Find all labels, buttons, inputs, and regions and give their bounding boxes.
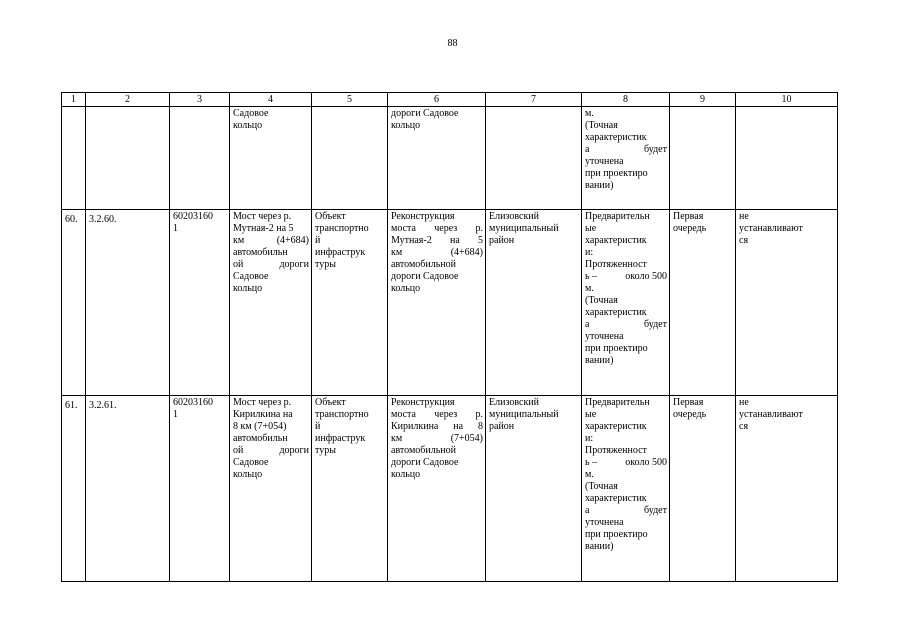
cell-number: 60. bbox=[62, 210, 86, 396]
cell-line: туры bbox=[315, 259, 336, 270]
cell-line: дороги Садовое bbox=[391, 108, 459, 119]
cell-line: а будет bbox=[585, 505, 667, 516]
cell-line: ые bbox=[585, 223, 597, 234]
cell-line: Реконструкция bbox=[391, 211, 455, 222]
planning-table bbox=[61, 92, 838, 582]
cell-name bbox=[230, 210, 312, 396]
header-row bbox=[62, 93, 838, 107]
cell-number bbox=[62, 107, 86, 210]
cell-line: автомобильной bbox=[391, 445, 456, 456]
cell-line: ь – около 500 bbox=[585, 457, 667, 468]
cell-line: кольцо bbox=[391, 283, 421, 294]
column-header: 10 bbox=[736, 93, 838, 107]
cell-line: ые bbox=[585, 409, 597, 420]
cell-line: 60203160 bbox=[173, 397, 213, 408]
cell-line: кольцо bbox=[233, 120, 263, 131]
cell-line: Садовое bbox=[233, 271, 269, 282]
cell-line: Кирилкина на 8 bbox=[391, 421, 483, 432]
cell-characteristics bbox=[582, 396, 670, 582]
cell-line: вании) bbox=[585, 541, 614, 552]
column-header: 8 bbox=[582, 93, 670, 107]
page-number: 88 bbox=[447, 38, 458, 49]
cell-purpose bbox=[388, 107, 486, 210]
cell-line: 1 bbox=[173, 409, 178, 420]
cell-line: кольцо bbox=[233, 283, 263, 294]
column-header: 4 bbox=[230, 93, 312, 107]
cell-line: при проектиро bbox=[585, 529, 648, 540]
cell-line: очередь bbox=[673, 409, 707, 420]
cell-line: характеристик bbox=[585, 493, 647, 504]
cell-line: вании) bbox=[585, 180, 614, 191]
cell-line: м. bbox=[585, 469, 594, 480]
cell-line: транспортно bbox=[315, 409, 369, 420]
cell-code: 3.2.60. bbox=[86, 210, 170, 396]
cell-line: дороги Садовое bbox=[391, 457, 459, 468]
cell-line: вании) bbox=[585, 355, 614, 366]
cell-type bbox=[312, 396, 388, 582]
cell-line: характеристик bbox=[585, 235, 647, 246]
cell-line: Елизовский bbox=[489, 211, 540, 222]
cell-line: (Точная bbox=[585, 481, 618, 492]
cell-line: и: bbox=[585, 433, 594, 444]
cell-line: Реконструкция bbox=[391, 397, 455, 408]
cell-line: моста через р. bbox=[391, 409, 483, 420]
cell-name bbox=[230, 107, 312, 210]
cell-zones bbox=[736, 210, 838, 396]
cell-term bbox=[670, 210, 736, 396]
cell-line: устанавливают bbox=[739, 409, 803, 420]
column-header: 1 bbox=[62, 93, 86, 107]
cell-line: район bbox=[489, 421, 515, 432]
column-header: 3 bbox=[170, 93, 230, 107]
cell-name bbox=[230, 396, 312, 582]
cell-line: муниципальный bbox=[489, 409, 559, 420]
cell-zones bbox=[736, 107, 838, 210]
cell-purpose bbox=[388, 210, 486, 396]
cell-line: ся bbox=[739, 235, 749, 246]
cell-line: муниципальный bbox=[489, 223, 559, 234]
cell-line: й bbox=[315, 421, 321, 432]
cell-line: 1 bbox=[173, 223, 178, 234]
column-header: 9 bbox=[670, 93, 736, 107]
cell-line: м. bbox=[585, 108, 594, 119]
cell-line: (Точная bbox=[585, 120, 618, 131]
cell-line: Первая bbox=[673, 397, 704, 408]
cell-characteristics bbox=[582, 210, 670, 396]
cell-line: транспортно bbox=[315, 223, 369, 234]
cell-line: км (4+684) bbox=[391, 247, 483, 258]
cell-line: км (7+054) bbox=[391, 433, 483, 444]
cell-line: км (4+684) bbox=[233, 235, 309, 246]
cell-characteristics bbox=[582, 107, 670, 210]
cell-id bbox=[170, 107, 230, 210]
cell-line: Садовое bbox=[233, 108, 269, 119]
cell-line: дороги Садовое bbox=[391, 271, 459, 282]
cell-line: Предварительн bbox=[585, 397, 650, 408]
cell-line: Кирилкина на bbox=[233, 409, 293, 420]
cell-code bbox=[86, 107, 170, 210]
cell-line: ой дороги bbox=[233, 445, 309, 456]
cell-code: 3.2.61. bbox=[86, 396, 170, 582]
cell-line: уточнена bbox=[585, 331, 624, 342]
cell-line: туры bbox=[315, 445, 336, 456]
cell-line: и: bbox=[585, 247, 594, 258]
cell-line: при проектиро bbox=[585, 168, 648, 179]
cell-id bbox=[170, 396, 230, 582]
table-row bbox=[62, 396, 838, 582]
cell-line: кольцо bbox=[233, 469, 263, 480]
cell-location bbox=[486, 107, 582, 210]
cell-line: Мост через р. bbox=[233, 211, 292, 222]
cell-line: Мутная-2 на 5 bbox=[233, 223, 294, 234]
cell-line: инфраструк bbox=[315, 247, 366, 258]
cell-line: Первая bbox=[673, 211, 704, 222]
cell-line: а будет bbox=[585, 144, 667, 155]
cell-line: моста через р. bbox=[391, 223, 483, 234]
cell-number: 61. bbox=[62, 396, 86, 582]
cell-id bbox=[170, 210, 230, 396]
cell-line: уточнена bbox=[585, 517, 624, 528]
cell-type bbox=[312, 210, 388, 396]
cell-term bbox=[670, 396, 736, 582]
cell-line: автомобильной bbox=[391, 259, 456, 270]
cell-line: Предварительн bbox=[585, 211, 650, 222]
cell-line: характеристик bbox=[585, 307, 647, 318]
cell-line: (Точная bbox=[585, 295, 618, 306]
column-header: 7 bbox=[486, 93, 582, 107]
cell-line: Объект bbox=[315, 397, 346, 408]
column-header: 2 bbox=[86, 93, 170, 107]
cell-line: Протяженност bbox=[585, 445, 647, 456]
cell-location bbox=[486, 210, 582, 396]
cell-line: ь – около 500 bbox=[585, 271, 667, 282]
column-header: 5 bbox=[312, 93, 388, 107]
cell-line: уточнена bbox=[585, 156, 624, 167]
cell-zones bbox=[736, 396, 838, 582]
cell-line: при проектиро bbox=[585, 343, 648, 354]
table-row bbox=[62, 210, 838, 396]
cell-line: очередь bbox=[673, 223, 707, 234]
cell-line: й bbox=[315, 235, 321, 246]
cell-line: Елизовский bbox=[489, 397, 540, 408]
cell-line: а будет bbox=[585, 319, 667, 330]
cell-line: характеристик bbox=[585, 421, 647, 432]
cell-line: Протяженност bbox=[585, 259, 647, 270]
cell-location bbox=[486, 396, 582, 582]
cell-line: не bbox=[739, 211, 749, 222]
cell-line: инфраструк bbox=[315, 433, 366, 444]
cell-line: Мост через р. bbox=[233, 397, 292, 408]
cell-line: автомобильн bbox=[233, 247, 288, 258]
cell-line: м. bbox=[585, 283, 594, 294]
cell-line: ой дороги bbox=[233, 259, 309, 270]
cell-line: автомобильн bbox=[233, 433, 288, 444]
cell-line: Мутная-2 на 5 bbox=[391, 235, 483, 246]
cell-line: не bbox=[739, 397, 749, 408]
cell-line: характеристик bbox=[585, 132, 647, 143]
cell-line: район bbox=[489, 235, 515, 246]
cell-purpose bbox=[388, 396, 486, 582]
cell-line: 8 км (7+054) bbox=[233, 421, 287, 432]
cell-line: устанавливают bbox=[739, 223, 803, 234]
cell-line: Объект bbox=[315, 211, 346, 222]
cell-line: Садовое bbox=[233, 457, 269, 468]
column-header: 6 bbox=[388, 93, 486, 107]
continuation-row bbox=[62, 107, 838, 210]
cell-type bbox=[312, 107, 388, 210]
cell-line: 60203160 bbox=[173, 211, 213, 222]
cell-line: кольцо bbox=[391, 120, 421, 131]
cell-term bbox=[670, 107, 736, 210]
cell-line: кольцо bbox=[391, 469, 421, 480]
cell-line: ся bbox=[739, 421, 749, 432]
